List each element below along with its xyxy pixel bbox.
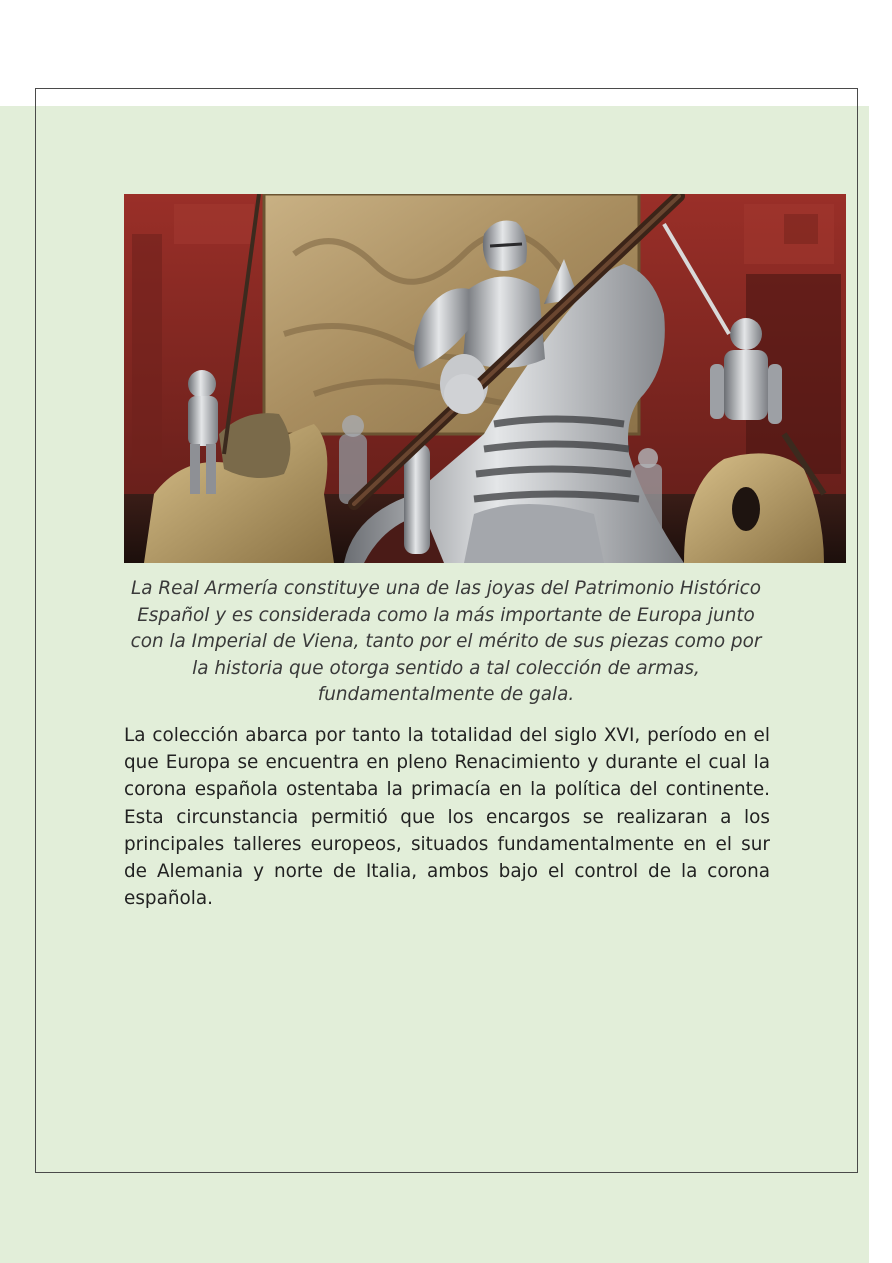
photo-caption: La Real Armería constituye una de las joyas del Patrimonio Histórico Español y es considerada como la más importante de Europa junto con la Imperial de Viena, tanto por el mérito de sus piezas como por la historia que otorga sentido a tal colección de armas, fundamentalmente de gala. xyxy=(130,578,762,705)
photo-armoured-knights xyxy=(124,194,846,563)
body-paragraph: La colección abarca por tanto la totalidad del siglo XVI, período en el que Europa se encuentra en pleno Renacimiento y durante el cual la corona española ostentaba la primacía en la política del continente. Esta circunstancia permitió que los encargos se realizaran a los principales talleres europeos, situados fundamentalmente en el sur de Alemania y norte de Italia, ambos bajo el control de la corona española. xyxy=(124,725,770,910)
